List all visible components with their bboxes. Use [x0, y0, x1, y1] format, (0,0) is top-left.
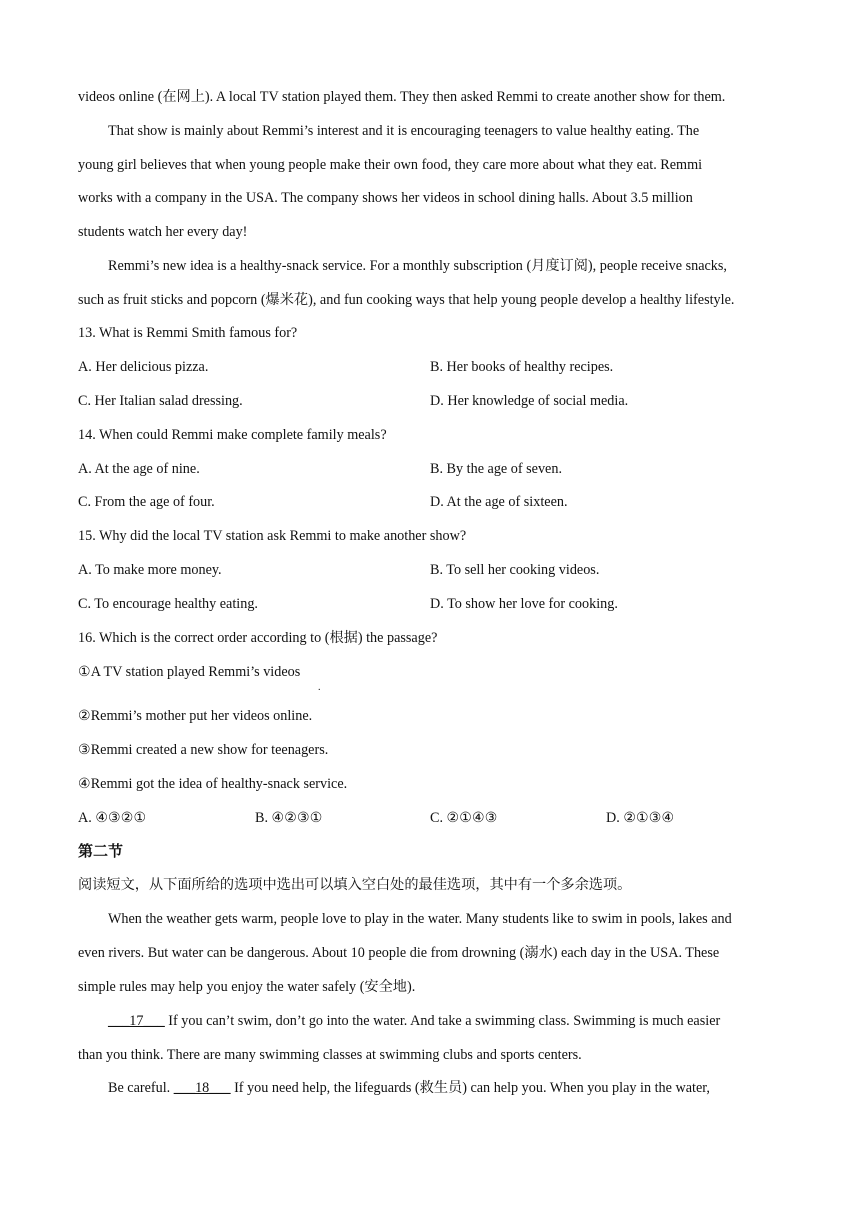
- option-a: A. Her delicious pizza.: [78, 359, 209, 375]
- order-event: ④Remmi got the idea of healthy-snack service.: [78, 776, 348, 792]
- section-heading: 第二节: [78, 844, 124, 860]
- passage-line: works with a company in the USA. The company shows her videos in school dining halls. About 3.5 million: [78, 190, 693, 206]
- option-a: A. At the age of nine.: [78, 461, 200, 477]
- option-a: A. ④③②①: [78, 810, 147, 826]
- passage-line: students watch her every day!: [78, 224, 248, 240]
- passage-line: [108, 1078, 710, 1098]
- question-stem: 16. Which is the correct order according to (根据) the passage?: [78, 630, 438, 646]
- question-stem: 13. What is Remmi Smith famous for?: [78, 325, 298, 341]
- passage-line: than you think. There are many swimming classes at swimming clubs and sports centers.: [78, 1047, 582, 1063]
- blank-17: ___17___: [108, 1013, 165, 1029]
- question-stem: 15. Why did the local TV station ask Remmi to make another show?: [78, 528, 467, 544]
- blank-18: ___18___: [173, 1080, 231, 1096]
- option-d: D. Her knowledge of social media.: [430, 393, 629, 409]
- option-c: C. ②①④③: [430, 810, 498, 826]
- option-d: D. ②①③④: [606, 810, 675, 826]
- stray-dot: .: [318, 682, 321, 693]
- passage-line: [108, 1011, 720, 1031]
- passage-line: Remmi’s new idea is a healthy-snack service. For a monthly subscription (月度订阅), people receive snacks,: [108, 258, 727, 274]
- option-c: C. Her Italian salad dressing.: [78, 393, 243, 409]
- option-c: C. To encourage healthy eating.: [78, 596, 258, 612]
- option-b: B. By the age of seven.: [430, 461, 562, 477]
- passage-text: If you need help, the lifeguards (救生员) can help you. When you play in the water,: [230, 1080, 710, 1096]
- option-d: D. To show her love for cooking.: [430, 596, 618, 612]
- passage-line: even rivers. But water can be dangerous. About 10 people die from drowning (溺水) each day in the USA. These: [78, 945, 720, 961]
- passage-line: videos online (在网上). A local TV station played them. They then asked Remmi to create another show for them.: [78, 89, 726, 105]
- option-c: C. From the age of four.: [78, 494, 215, 510]
- passage-line: When the weather gets warm, people love to play in the water. Many students like to swim in pools, lakes and: [108, 911, 732, 927]
- passage-line: That show is mainly about Remmi’s interest and it is encouraging teenagers to value healthy eating. The: [108, 123, 700, 139]
- passage-line: simple rules may help you enjoy the water safely (安全地).: [78, 979, 416, 995]
- order-event: ①A TV station played Remmi’s videos: [78, 664, 301, 680]
- passage-line: young girl believes that when young people make their own food, they care more about what they eat. Remmi: [78, 157, 703, 173]
- passage-text: Be careful.: [108, 1080, 174, 1096]
- order-event: ③Remmi created a new show for teenagers.: [78, 742, 329, 758]
- option-b: B. Her books of healthy recipes.: [430, 359, 614, 375]
- section-instruction: 阅读短文，从下面所给的选项中选出可以填入空白处的最佳选项，其中有一个多余选项。: [78, 877, 632, 893]
- passage-line: such as fruit sticks and popcorn (爆米花), and fun cooking ways that help young people develop a healthy lifestyle.: [78, 292, 735, 308]
- question-stem: 14. When could Remmi make complete family meals?: [78, 427, 387, 443]
- option-a: A. To make more money.: [78, 562, 222, 578]
- option-b: B. To sell her cooking videos.: [430, 562, 600, 578]
- passage-text: If you can’t swim, don’t go into the water. And take a swimming class. Swimming is much easier: [164, 1013, 721, 1029]
- option-b: B. ④②③①: [255, 810, 323, 826]
- option-d: D. At the age of sixteen.: [430, 494, 568, 510]
- order-event: ②Remmi’s mother put her videos online.: [78, 708, 313, 724]
